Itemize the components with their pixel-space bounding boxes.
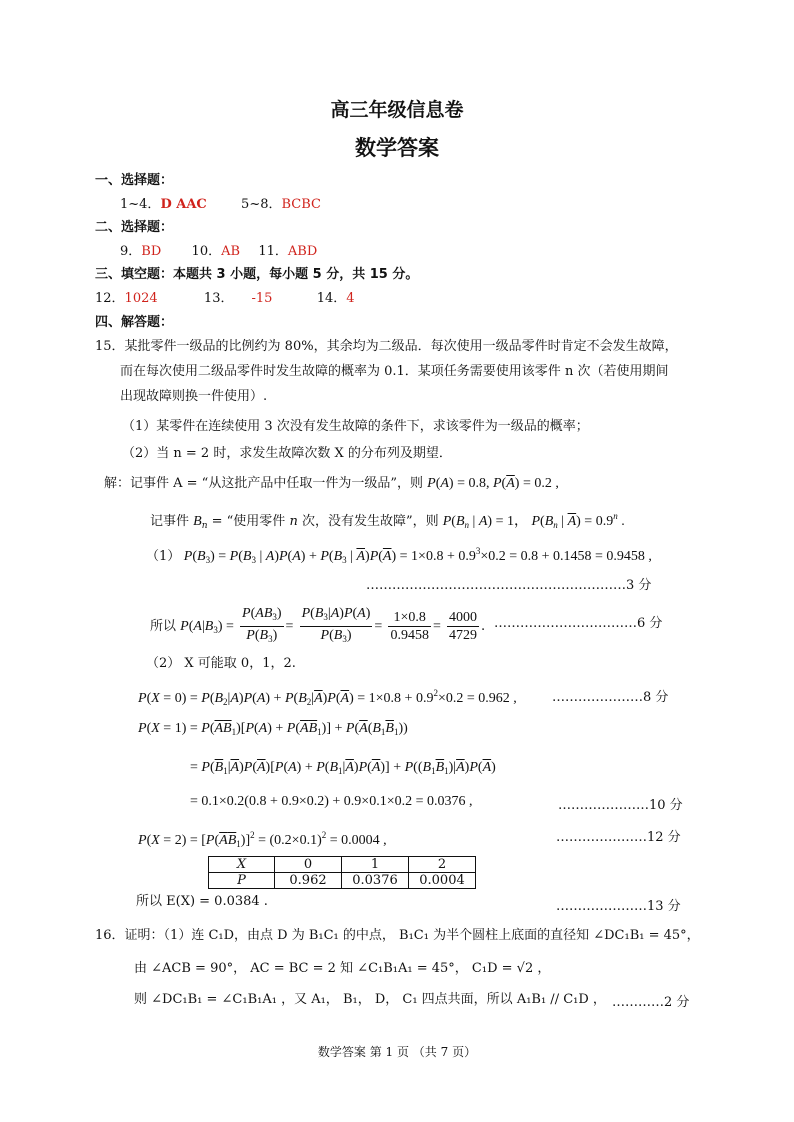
page-subtitle: 数学答案	[355, 136, 439, 160]
score-13: …………………13 分	[556, 899, 681, 914]
q15-part1: （1）某零件在连续使用 3 次没有发生故障的条件下，求该零件为一级品的概率；	[122, 419, 589, 434]
table-header-cell: 1	[342, 857, 409, 873]
answer-11: ABD	[287, 244, 318, 259]
page-footer: 数学答案 第 1 页 （共 7 页）	[317, 1045, 477, 1059]
prob-x-2: $P(X = 2) = [P(\overline{A}\overline{B}_1)]^2 = (0.2\times 0.1)^2 = 0.0004$ ,	[138, 830, 387, 849]
q15-conditional-prob: 所以 $P(A|B_3)$ = $\frac{P(AB_3)}{P(B_3)}$ = $\frac{P(B_3|A)P(A)}{P(B_3)}$ = $\frac{1\times 0.8}{0.9458}$ = $\frac{4000}{4729}$ .	[150, 606, 486, 644]
table-cell: 0.0376	[342, 873, 409, 889]
q16-line3: 则 ∠DC₁B₁ = ∠C₁B₁A₁ ，又 A₁， B₁， D， C₁ 四点共面，所以 A₁B₁ // C₁D ，	[134, 992, 606, 1007]
table-cell: 0.962	[275, 873, 342, 889]
q16-line2: 由 ∠ACB = 90°， AC = BC = 2 知 ∠C₁B₁A₁ = 45°， C₁D = √2 ，	[134, 961, 551, 976]
q15-solution-line1: 解：记事件 A = “从这批产品中任取一件为一级品”，则 P(A) = 0.8, $P(\overline{A}) = 0.2$ ,	[104, 476, 559, 491]
answer-9: BD	[141, 244, 162, 259]
page-title: 高三年级信息卷	[330, 99, 464, 121]
q15-part2: （2）当 n = 2 时，求发生故障次数 X 的分布列及期望．	[122, 446, 452, 461]
table-header-cell: 2	[409, 857, 476, 873]
answer-12: 1024	[124, 291, 158, 306]
q15-solution-line2: 记事件 $B_n$ = “使用零件 n 次，没有发生故障”，则 $P(B_n$ | A) = 1， $P(B_n$ | $\overline{A}) = 0.9^n$ .	[150, 511, 625, 531]
answer-14: 4	[346, 291, 355, 306]
score-6: ……………………………6 分	[494, 616, 663, 631]
q15-stem-line1: 15．某批零件一级品的比例约为 80%，其余均为二级品．每次使用一级品零件时肯定不会发生故障，	[95, 339, 678, 354]
table-header-cell: X	[209, 857, 275, 873]
q15-stem-line2: 而在每次使用二级品零件时发生故障的概率为 0.1．某项任务需要使用该零件 n 次（若使用期间	[120, 364, 669, 379]
table-cell: 0.0004	[409, 873, 476, 889]
score-8: …………………8 分	[552, 690, 669, 705]
distribution-table	[208, 856, 476, 889]
table-row	[209, 873, 476, 889]
section-choice-heading: 一、选择题：	[95, 173, 174, 188]
section-fill-heading: 三、填空题：本题共 3 小题，每小题 5 分，共 15 分。	[95, 267, 419, 282]
score-10: …………………10 分	[558, 798, 683, 813]
q16-line1: 16．证明：（1）连 C₁D，由点 D 为 B₁C₁ 的中点， B₁C₁ 为半个圆柱上底面的直径知 ∠DC₁B₁ = 45°，	[95, 928, 700, 943]
answer-5-8: BCBC	[281, 197, 321, 212]
section-multi-choice-heading: 二、选择题：	[95, 220, 174, 235]
score-3: ……………………………………………………3 分	[366, 578, 652, 593]
table-cell: P	[209, 873, 275, 889]
q15-part1-formula: （1） $P(B_3) = P(B_3$ | $A)P(A) + P(B_3$ | $\overline{A})P(\overline{A}) = 1\times 0.8 + 0.9^3\times 0.2 = 0.8 + 0.1458 = 0.9458$ ,	[146, 546, 652, 565]
answer-13: -15	[251, 291, 273, 306]
score-12: …………………12 分	[556, 830, 681, 845]
fill-answers: 12．1024 13． -15 14．4	[95, 291, 355, 306]
prob-a-formula: P(A) = 0.8, $P(\overline{A}) = 0.2$ ,	[427, 476, 559, 491]
answer-1-4: D AAC	[160, 197, 207, 212]
prob-x-0: $P(X = 0) = P(B_2|A)P(A) + P(B_2|\overline{A})P(\overline{A}) = 1\times 0.8 + 0.9^2\times 0.2 = 0.962$ ,	[138, 688, 517, 707]
score-2: …………2 分	[612, 995, 690, 1010]
prob-x-1-line2: = $P(\overline{B}_1|\overline{A})P(\overline{A})[P(A) + P(B_1|\overline{A})P(\overline{A})] + P((B_1\overline{B}_1)|\overline{A})P(\overline{A})$	[190, 760, 496, 776]
prob-x-1-line3: = 0.1×0.2(0.8 + 0.9×0.2) + 0.9×0.1×0.2 = 0.0376 ,	[190, 794, 473, 809]
prob-x-1-line1: $P(X = 1) = P(\overline{A}\overline{B}_1)[P(A) + P(\overline{A}\overline{B}_1)] + P(\overline{A}(B_1\overline{B}_1))$	[138, 721, 408, 737]
section-solution-heading: 四、解答题：	[95, 315, 174, 330]
answer-10: AB	[221, 244, 241, 259]
q15-part2-values: （2） X 可能取 0，1，2.	[146, 656, 296, 671]
q15-stem-line3: 出现故障则换一件使用）.	[120, 389, 268, 404]
table-row	[209, 857, 476, 873]
multi-choice-answers: 9．BD 10．AB 11．ABD	[120, 244, 318, 259]
choice-answers-1: 1~4．D AAC 5~8．BCBC	[120, 197, 321, 212]
expectation: 所以 E(X) = 0.0384 .	[136, 894, 268, 909]
table-header-cell: 0	[275, 857, 342, 873]
